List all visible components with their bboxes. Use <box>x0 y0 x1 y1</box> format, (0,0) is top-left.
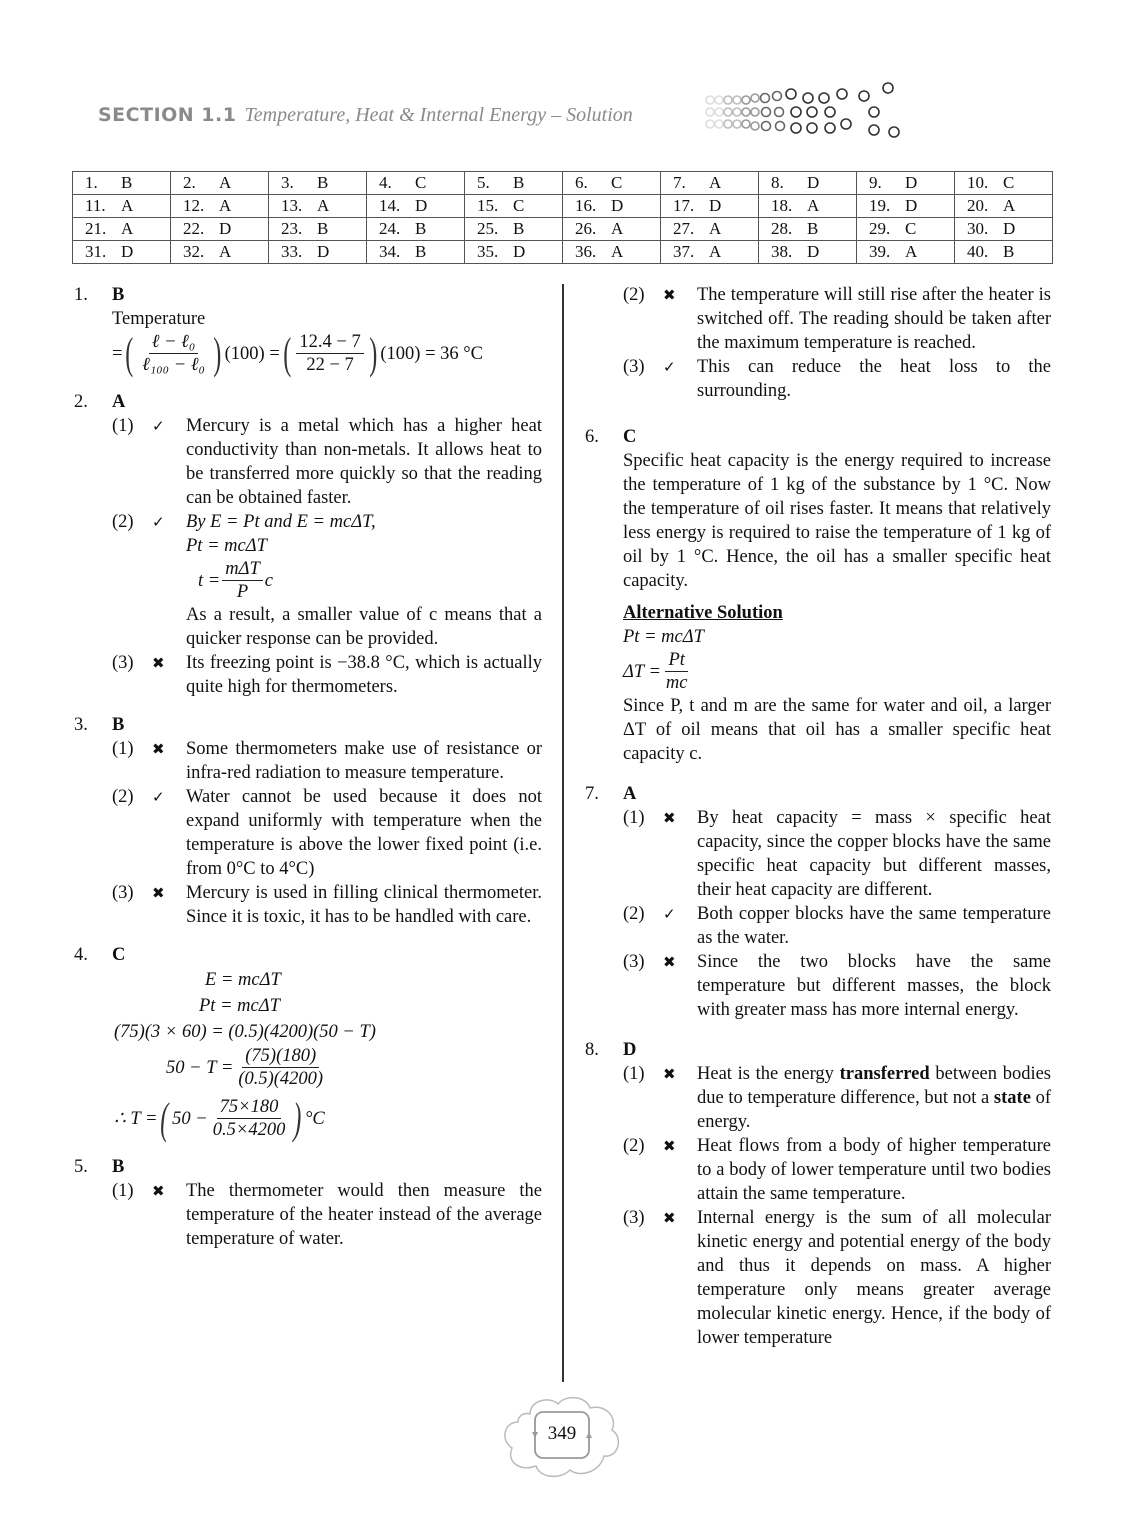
answer-key-letter: D <box>611 196 624 215</box>
answer-key-letter: B <box>513 173 525 192</box>
answer-key-number: 18. <box>771 196 793 215</box>
answer-key-number: 40. <box>967 242 989 261</box>
option-1: (1) ✖ Some thermometers make use of resistance or infra-red radiation to measure temperature. <box>112 739 542 783</box>
answer-key-letter: B <box>1003 242 1015 261</box>
answer-key-number: 22. <box>183 219 205 238</box>
cross-icon: ✖ <box>152 740 165 758</box>
answer-key-row <box>73 172 1053 195</box>
section-number: SECTION 1.1 <box>98 104 237 126</box>
answer-key-letter: A <box>1003 196 1016 215</box>
answer-key-cell <box>269 195 367 218</box>
question-number: 8. <box>585 1040 599 1060</box>
answer-key-number: 36. <box>575 242 597 261</box>
answer-key-cell <box>269 241 367 264</box>
answer-key-cell <box>563 172 661 195</box>
answer-key-cell <box>367 195 465 218</box>
answer-key-letter: D <box>905 173 918 192</box>
right-column <box>585 283 1051 1364</box>
option-2: (2) ✓ By E = Pt and E = mcΔT, Pt = mcΔT t = $\frac{\text{mΔT}}{P}$ c As a result, a smaller value of c means that a quicker response can be provided. <box>112 512 542 649</box>
answer-key-cell <box>73 172 171 195</box>
answer-key-number: 34. <box>379 242 401 261</box>
option-3: (3) ✖ Since the two blocks have the same temperature but different masses, the block with greater mass has more internal energy. <box>623 952 1051 1020</box>
answer-key-number: 3. <box>281 173 294 192</box>
question-number: 1. <box>74 285 88 305</box>
answer-key-letter: D <box>1003 219 1016 238</box>
answer-key-row <box>73 195 1053 218</box>
question-8 <box>585 1038 1051 1350</box>
column-divider <box>562 284 564 1382</box>
answer-key-letter: A <box>709 173 722 192</box>
answer-key-cell <box>857 172 955 195</box>
answer-key-letter: B <box>415 242 427 261</box>
cross-icon: ✖ <box>663 809 676 827</box>
question-5-continued <box>623 283 1051 403</box>
answer-key-cell <box>367 218 465 241</box>
answer-key-cell <box>661 241 759 264</box>
answer-key-letter: B <box>121 173 133 192</box>
cross-icon: ✖ <box>152 1182 165 1200</box>
answer-key-cell <box>171 218 269 241</box>
answer-key-number: 30. <box>967 219 989 238</box>
answer-key-cell <box>661 172 759 195</box>
answer-key-letter: A <box>121 196 134 215</box>
answer-key-cell <box>171 172 269 195</box>
cross-icon: ✖ <box>663 286 676 304</box>
answer-key-letter: A <box>219 242 232 261</box>
answer-key-number: 11. <box>85 196 106 215</box>
answer-key-cell <box>955 218 1053 241</box>
left-column <box>74 283 542 1265</box>
answer-key-letter: D <box>415 196 428 215</box>
answer-key-cell <box>661 195 759 218</box>
cross-icon: ✖ <box>663 953 676 971</box>
answer-key-number: 16. <box>575 196 597 215</box>
answer-key-letter: C <box>513 196 525 215</box>
answer-key-number: 37. <box>673 242 695 261</box>
answer-key-letter: D <box>807 242 820 261</box>
question-number: 4. <box>74 945 88 965</box>
answer-key-cell <box>759 218 857 241</box>
answer-key-number: 13. <box>281 196 303 215</box>
answer-key-letter: D <box>807 173 820 192</box>
answer-key-cell <box>857 218 955 241</box>
answer-key-cell <box>955 195 1053 218</box>
question-answer: B <box>112 285 125 305</box>
answer-key-letter: B <box>807 219 819 238</box>
answer-key-number: 23. <box>281 219 303 238</box>
answer-key-letter: D <box>121 242 134 261</box>
question-5 <box>74 1155 542 1251</box>
answer-key-cell <box>857 195 955 218</box>
answer-key-number: 4. <box>379 173 392 192</box>
answer-key-cell <box>465 195 563 218</box>
fraction: $\frac{\text{ℓ − ℓ₀}}{\text{ℓ₁₀₀ − ℓ₀}}$ <box>142 332 205 375</box>
answer-key-letter: B <box>317 173 329 192</box>
answer-key-row <box>73 241 1053 264</box>
answer-key-cell <box>857 241 955 264</box>
answer-key-number: 28. <box>771 219 793 238</box>
answer-key-cell <box>465 172 563 195</box>
answer-key-number: 27. <box>673 219 695 238</box>
answer-key-cell <box>465 218 563 241</box>
alternative-solution-heading: Alternative Solution <box>623 603 783 623</box>
question-7 <box>585 782 1051 1022</box>
question-answer: C <box>623 427 637 447</box>
answer-key-number: 8. <box>771 173 784 192</box>
answer-key-number: 38. <box>771 242 793 261</box>
cross-icon: ✖ <box>663 1137 676 1155</box>
answer-key-cell <box>759 195 857 218</box>
answer-key-letter: B <box>317 219 329 238</box>
section-title: Temperature, Heat & Internal Energy – Solution <box>244 104 633 126</box>
answer-key-letter: A <box>317 196 330 215</box>
option-3: (3) ✓ This can reduce the heat loss to the surrounding. <box>623 357 1051 401</box>
check-icon: ✓ <box>152 513 165 531</box>
answer-key-number: 5. <box>477 173 490 192</box>
answer-key-number: 35. <box>477 242 499 261</box>
answer-key-number: 19. <box>869 196 891 215</box>
answer-key-letter: C <box>611 173 623 192</box>
answer-key-number: 20. <box>967 196 989 215</box>
option-3: (3) ✖ Mercury is used in filling clinical thermometer. Since it is toxic, it has to be handled with care. <box>112 883 542 927</box>
answer-key-letter: A <box>807 196 820 215</box>
answer-key-number: 39. <box>869 242 891 261</box>
answer-key-number: 32. <box>183 242 205 261</box>
section-header <box>98 100 633 130</box>
answer-key-letter: A <box>219 196 232 215</box>
answer-key-cell <box>171 195 269 218</box>
answer-key-letter: A <box>611 219 624 238</box>
answer-key-cell <box>367 172 465 195</box>
question-2 <box>74 390 542 699</box>
answer-key-letter: A <box>709 242 722 261</box>
answer-key-number: 12. <box>183 196 205 215</box>
answer-key-letter: C <box>415 173 427 192</box>
question-number: 7. <box>585 784 599 804</box>
check-icon: ✓ <box>663 358 676 376</box>
question-answer: B <box>112 715 125 735</box>
answer-key-letter: D <box>905 196 918 215</box>
option-2: (2) ✖ Heat flows from a body of higher temperature to a body of lower temperature until two bodies attain the same temperature. <box>623 1136 1051 1204</box>
question-answer: A <box>112 392 126 412</box>
answer-key-letter: C <box>905 219 917 238</box>
question-4: 4. C E = mcΔT Pt = mcΔT (75)(3 × 60) = (0.5)(4200)(50 − T) 50 − T = $\frac{(75)(180)}{(0.5)(4200)}$ ∴ T = ( 50 − $\frac{75\times 180}{0.5\times 4200}$ ) °C <box>74 945 376 1143</box>
question-6: 6. C Specific heat capacity is the energy required to increase the temperature of 1 kg of the substance by 1 °C. Now the temperature of oil rises faster. It means that relatively less energy is required to raise the temperature of 1 kg of oil by 1 °C. Hence, the oil has a smaller specific heat capacity. Alternative Solution Pt = mcΔT ΔT = $\frac{Pt}{mc}$ Since P, t and m are the same for water and oil, a larger ΔT of oil means that oil has a smaller specific heat capacity c. <box>585 427 1051 764</box>
answer-key-letter: D <box>317 242 330 261</box>
answer-key-letter: A <box>611 242 624 261</box>
cross-icon: ✖ <box>663 1065 676 1083</box>
answer-key-number: 26. <box>575 219 597 238</box>
question-number: 6. <box>585 427 599 447</box>
answer-key-cell <box>73 195 171 218</box>
answer-key-number: 33. <box>281 242 303 261</box>
option-3: (3) ✖ Internal energy is the sum of all molecular kinetic energy and potential energy of the body and thus it depends on mass. A higher temperature only means greater average molecular kinetic energy. Hence, if the body of lower temperature <box>623 1208 1051 1348</box>
answer-key-cell <box>563 195 661 218</box>
answer-key-number: 17. <box>673 196 695 215</box>
option-2: (2) ✓ Water cannot be used because it does not expand uniformly with temperature when the temperature is above the lower fixed point (i.e. from 0°C to 4°C) <box>112 787 542 879</box>
option-3: (3) ✖ Its freezing point is −38.8 °C, which is actually quite high for thermometers. <box>112 653 542 697</box>
answer-key-letter: B <box>513 219 525 238</box>
answer-key-number: 29. <box>869 219 891 238</box>
answer-key-letter: B <box>415 219 427 238</box>
answer-key-number: 25. <box>477 219 499 238</box>
question-answer: D <box>623 1040 637 1060</box>
question-answer: A <box>623 784 637 804</box>
decorative-bubbles-icon <box>704 80 914 144</box>
temperature-equation: = ( $\frac{\text{ℓ − ℓ₀}}{\text{ℓ₁₀₀ − ℓ₀}}$ ) (100) = ( $\frac{12.4 - 7}{22 - 7}$ ) (100) = 36 °C <box>112 328 484 378</box>
fraction: $\frac{12.4 - 7}{22 - 7}$ <box>296 331 363 376</box>
answer-key-cell <box>269 172 367 195</box>
answer-key-letter: C <box>1003 173 1015 192</box>
answer-key-cell <box>73 241 171 264</box>
answer-key-cell <box>661 218 759 241</box>
option-2: (2) ✓ Both copper blocks have the same temperature as the water. <box>623 904 1051 948</box>
answer-key-letter: A <box>219 173 232 192</box>
page-number: 349 <box>547 1423 577 1444</box>
question-number: 5. <box>74 1157 88 1177</box>
answer-key-number: 9. <box>869 173 882 192</box>
answer-key-number: 24. <box>379 219 401 238</box>
question-3 <box>74 713 542 929</box>
check-icon: ✓ <box>152 417 165 435</box>
answer-key-cell <box>73 218 171 241</box>
answer-key-letter: D <box>513 242 526 261</box>
answer-key-cell <box>465 241 563 264</box>
cross-icon: ✖ <box>152 654 165 672</box>
question-number: 3. <box>74 715 88 735</box>
option-1: (1) ✖ Heat is the energy transferred between bodies due to temperature difference, but not a state of energy. <box>623 1064 1051 1132</box>
answer-key-letter: A <box>905 242 918 261</box>
cross-icon: ✖ <box>152 884 165 902</box>
answer-key-number: 2. <box>183 173 196 192</box>
answer-key-letter: D <box>709 196 722 215</box>
answer-key-cell <box>367 241 465 264</box>
answer-key-number: 10. <box>967 173 989 192</box>
answer-key-cell <box>563 241 661 264</box>
question-1 <box>74 283 542 376</box>
question-answer: C <box>112 945 126 965</box>
option-1: (1) ✖ By heat capacity = mass × specific heat capacity, since the copper blocks have the same specific heat capacity but different masses, their heat capacity are different. <box>623 808 1051 900</box>
answer-key-cell <box>563 218 661 241</box>
answer-key-row <box>73 218 1053 241</box>
answer-key-number: 6. <box>575 173 588 192</box>
option-2: (2) ✖ The temperature will still rise after the heater is switched off. The reading should be taken after the maximum temperature is reached. <box>623 285 1051 353</box>
option-1: (1) ✖ The thermometer would then measure the temperature of the heater instead of the average temperature of water. <box>112 1181 542 1249</box>
answer-key-number: 31. <box>85 242 107 261</box>
answer-key-letter: A <box>709 219 722 238</box>
answer-key-letter: D <box>219 219 232 238</box>
check-icon: ✓ <box>663 905 676 923</box>
answer-key-cell <box>955 172 1053 195</box>
answer-key-cell <box>269 218 367 241</box>
answer-key-table <box>72 171 1053 264</box>
answer-key-letter: A <box>121 219 134 238</box>
question-number: 2. <box>74 392 88 412</box>
question-answer: B <box>112 1157 125 1177</box>
answer-key-number: 14. <box>379 196 401 215</box>
check-icon: ✓ <box>152 788 165 806</box>
answer-key-cell <box>955 241 1053 264</box>
temperature-label: Temperature <box>112 309 206 329</box>
answer-key-cell <box>171 241 269 264</box>
answer-key-cell <box>759 241 857 264</box>
answer-key-number: 1. <box>85 173 98 192</box>
answer-key-number: 21. <box>85 219 107 238</box>
answer-key-number: 7. <box>673 173 686 192</box>
option-1: (1) ✓ Mercury is a metal which has a higher heat conductivity than non-metals. It allows heat to be transferred more quickly so that the reading can be obtained faster. <box>112 416 542 508</box>
cross-icon: ✖ <box>663 1209 676 1227</box>
answer-key-number: 15. <box>477 196 499 215</box>
answer-key-cell <box>759 172 857 195</box>
